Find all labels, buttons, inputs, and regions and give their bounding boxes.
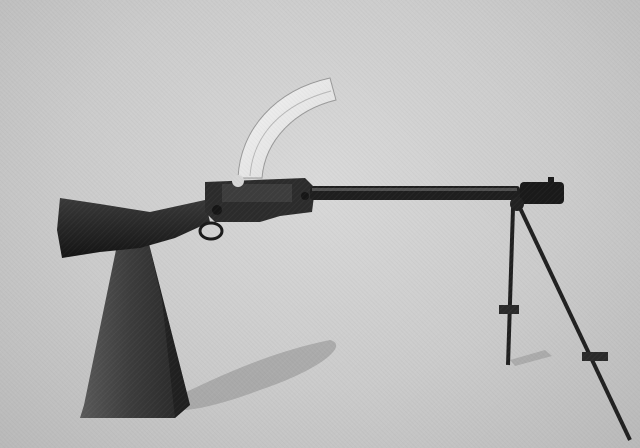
receiver-pin-2 [301,192,309,200]
receiver-pin [212,205,222,215]
muzzle [520,182,564,204]
curved-magazine [238,78,336,178]
receiver-plate [222,184,292,202]
trigger-guard [200,223,222,239]
bipod-shadow [510,350,552,366]
floor-shadow [170,340,336,410]
bipod-leg-right [520,208,630,440]
bipod-foot-left [499,305,519,314]
front-sight [548,177,554,184]
barrel-highlight [312,188,517,191]
bipod-foot-right [582,352,608,361]
bipod-leg-left [508,208,513,365]
charging-knob [232,175,244,187]
